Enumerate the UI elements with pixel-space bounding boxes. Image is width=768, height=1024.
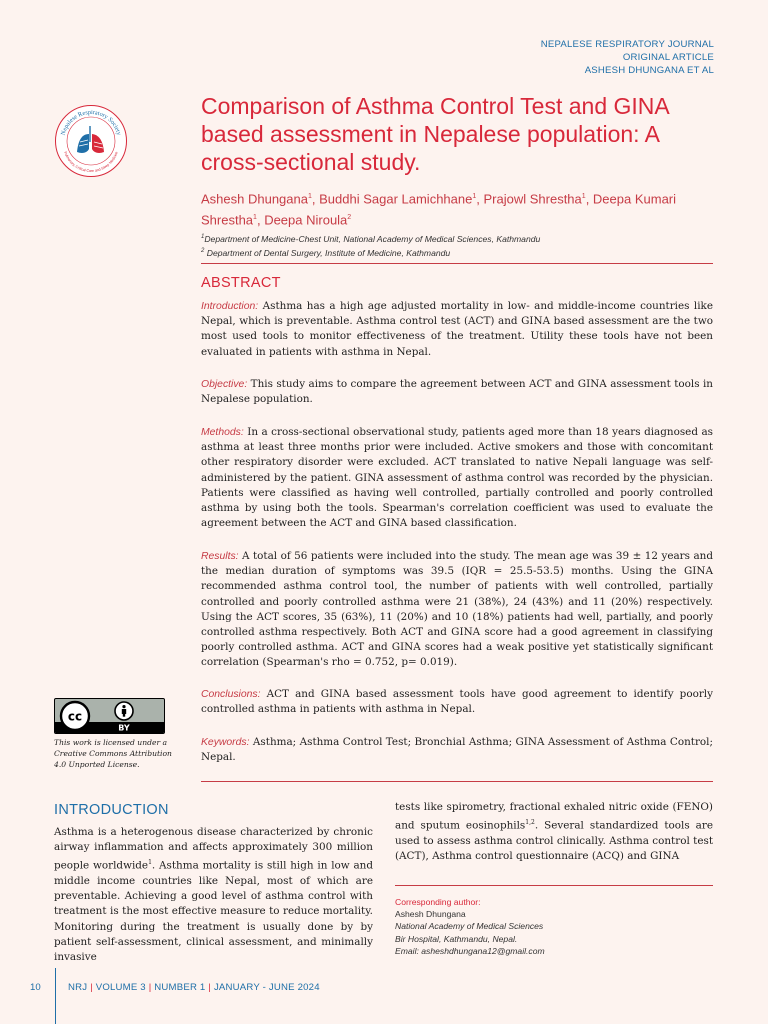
abstract-bottom-divider (201, 781, 713, 782)
attribution-icon (115, 702, 133, 720)
by-label: BY (118, 723, 130, 733)
cc-icon (61, 702, 89, 730)
footer-citation: NRJ | VOLUME 3 | NUMBER 1 | JANUARY - JUNE 2024 (68, 982, 320, 993)
author-name: Deepa Niroula (264, 212, 348, 228)
article-title: Comparison of Asthma Control Test and GINA based assessment in Nepalese population: A cross-sectional study. (201, 93, 669, 175)
affiliation-1: $^1$Department of Medicine-Chest Unit, National Academy of Medical Sciences, Kathmandu (201, 233, 541, 244)
corresponding-divider (395, 885, 713, 886)
abstract-heading: ABSTRACT (201, 275, 281, 291)
introduction-left-column: Asthma is a heterogenous disease characterized by chronic airway inflammation and affects approximately 300 million people worldwide$^1$. Asthma mortality is still high in low and middle income countries like Nepal, most of which are preventable. Achieving a good level of asthma control with treatment is the most effective measure to reduce mortality. Monitoring during the treatment is usually done by by patient self-assessment, clinical assessment, and minimally invasive (54, 826, 373, 964)
introduction-right-column: tests like spirometry, fractional exhaled nitric oxide (FENO) and sputum eosinophils$^{1,2}$. Several standardized tools are used to assess asthma control clinically. Asthma control test (ACT), Asthma control questionnaire (ACQ) and GINA (395, 801, 713, 863)
logo-text-top: Nepalese Respiratory Society (59, 108, 123, 137)
abstract-introduction: Introduction: Asthma has a high age adjusted mortality in low- and middle-income countries like Nepal, which is preventable. Asthma control test (ACT) and GINA based assessment are the two most used tools to monitor effectiveness of the treatment. Utility these tools have not been evaluated in patients with asthma in Nepal. (201, 300, 713, 358)
author-list: Ashesh Dhungana$^1$, Buddhi Sagar Lamichhane$^1$, Prajowl Shrestha$^1$, Deepa Kumari Shrestha$^1$, Deepa Niroula$^2$ (201, 191, 677, 228)
introduction-heading: INTRODUCTION (54, 802, 169, 818)
corresponding-email[interactable]: Email: asheshdhungana12@gmail.com (395, 945, 545, 956)
svg-text:cc: cc (67, 709, 83, 724)
abstract-methods: Methods: In a cross-sectional observational study, patients aged more than 18 years diagnosed as asthma at least three months prior were included. Active smokers and those with concomitant other respiratory disorder were excluded. ACT translated to native Nepali language was self-administered by the patient. GINA assessment of asthma control was recorded by the physician. Patients were classified as having well controlled, partially controlled and poorly controlled asthma by using both the tools. Spearman's correlation coefficient was used to evaluate the agreement between the ACT and GINA based classification. (201, 426, 713, 530)
running-header (394, 38, 714, 77)
author-name: Buddhi Sagar Lamichhane (319, 191, 473, 207)
abstract-conclusions: Conclusions: ACT and GINA based assessment tools have good agreement to identify poorly controlled asthma in patients with asthma in Nepal. (201, 688, 713, 716)
license-note: This work is licensed under a Creative Commons Attribution 4.0 Unported License. (54, 738, 172, 769)
corresponding-address: Bir Hospital, Kathmandu, Nepal. (395, 933, 518, 944)
cc-by-license-badge[interactable] (54, 698, 165, 734)
affiliations (201, 231, 716, 259)
society-logo (54, 104, 128, 178)
abstract-results: Results: A total of 56 patients were included into the study. The mean age was 39 ± 12 years and the median duration of symptoms was 39.5 (IQR = 25.5-53.5) months. Using the GINA recommended asthma control tool, the number of patients with well controlled, partially controlled and poorly controlled asthma were 21 (38%), 24 (43%) and 11 (20%) respectively. Using the ACT scores, 35 (63%), 11 (20%) and 10 (18%) patients had well, partially, and poorly controlled asthma respectively. Both ACT and GINA score had a good agreement in classifying poorly controlled asthma. ACT and GINA scores had a weak positive yet statistically significant correlation (Spearman's rho = 0.752, p= 0.019). (201, 550, 713, 669)
corresponding-author (395, 896, 713, 957)
page-number: 10 (30, 982, 41, 993)
author-name: Deepa Kumari Shrestha (201, 191, 677, 228)
logo-text-bottom: Pulmonary, Critical Care and Sleep Medicine (63, 151, 119, 174)
affiliation-2: $^2$ Department of Dental Surgery, Institute of Medicine, Kathmandu (201, 247, 451, 258)
corresponding-heading: Corresponding author: (395, 897, 481, 907)
abstract-objective: Objective: This study aims to compare the agreement between ACT and GINA assessment tools in Nepalese population. (201, 378, 713, 406)
corresponding-institution: National Academy of Medical Sciences (395, 921, 544, 932)
author-name: Ashesh Dhungana (201, 191, 308, 207)
corresponding-name: Ashesh Dhungana (395, 909, 466, 920)
article-type: ORIGINAL ARTICLE (622, 52, 714, 63)
running-authors: ASHESH DHUNGANA ET AL (584, 65, 714, 76)
author-name: Prajowl Shrestha (483, 191, 582, 207)
journal-name: NEPALESE RESPIRATORY JOURNAL (540, 39, 714, 50)
footer-divider (55, 968, 56, 1024)
abstract-top-divider (201, 263, 713, 264)
abstract-keywords: Keywords: Asthma; Asthma Control Test; Bronchial Asthma; GINA Assessment of Asthma Control; Nepal. (201, 736, 713, 764)
